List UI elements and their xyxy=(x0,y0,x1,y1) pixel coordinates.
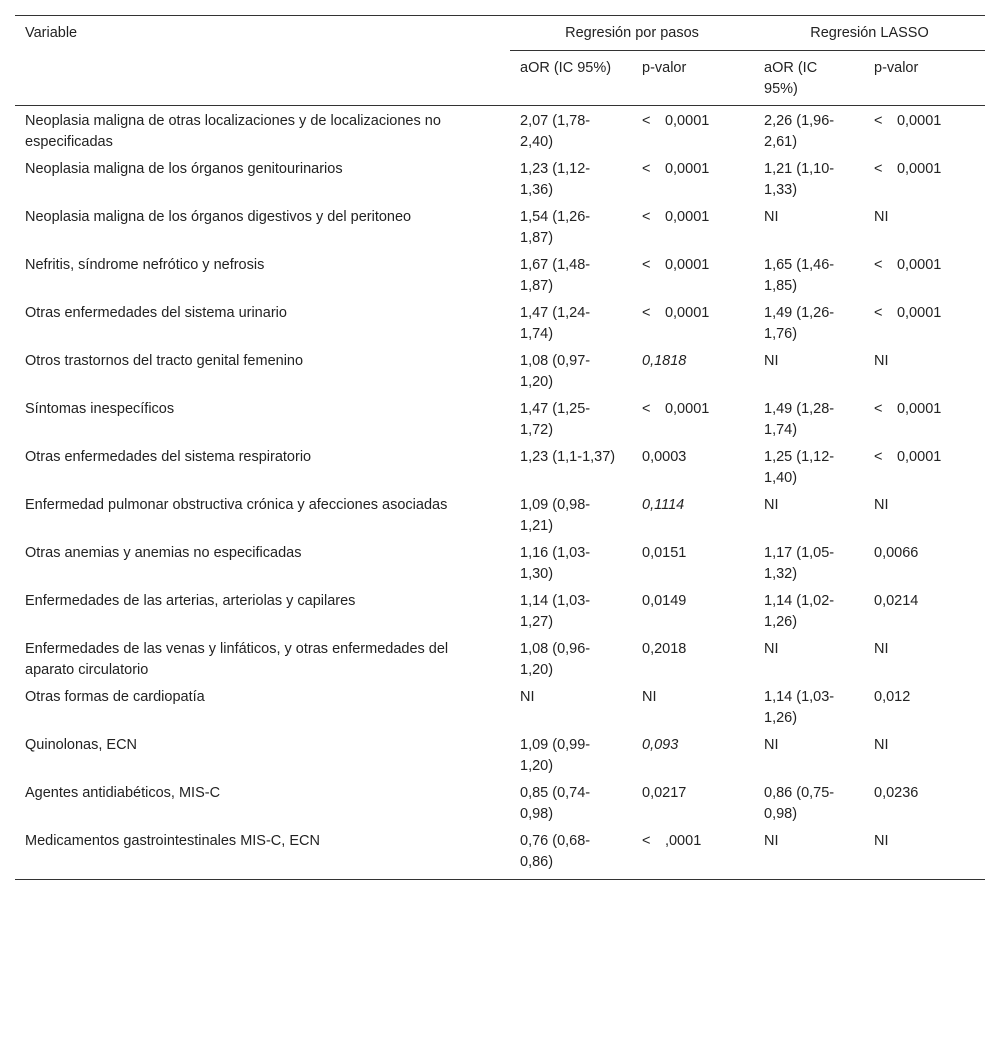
table-row xyxy=(15,682,985,730)
cell-variable: Otras formas de cardiopatía xyxy=(25,689,205,705)
cell-aor-lasso: NI xyxy=(764,353,779,369)
cell-pvalue-lasso: < 0,0001 xyxy=(874,113,942,129)
cell-variable: Neoplasia maligna de los órganos digestivos y del peritoneo xyxy=(25,209,412,225)
cell-aor-lasso: 1,25 (1,12-1,40) xyxy=(764,449,835,486)
cell-aor-lasso: 0,86 (0,75-0,98) xyxy=(764,785,835,822)
cell-pvalue-lasso: NI xyxy=(864,826,985,880)
cell-pvalue-stepwise: 0,1818 xyxy=(642,353,687,369)
table-row xyxy=(15,202,985,250)
cell-pvalue-lasso: 0,0066 xyxy=(874,545,919,561)
cell-pvalue-lasso: NI xyxy=(874,353,889,369)
cell-pvalue-stepwise: 0,2018 xyxy=(642,641,687,657)
header-pvalue-lasso: p-valor xyxy=(864,51,985,106)
cell-pvalue-stepwise: 0,093 xyxy=(642,737,679,753)
cell-pvalue-stepwise: < 0,0001 xyxy=(642,305,710,321)
cell-pvalue-stepwise: < 0,0001 xyxy=(642,113,710,129)
cell-variable: Quinolonas, ECN xyxy=(25,737,138,753)
table-row xyxy=(15,538,985,586)
cell-variable: Otros trastornos del tracto genital femenino xyxy=(25,353,304,369)
table-row xyxy=(15,490,985,538)
cell-pvalue-stepwise: 0,0217 xyxy=(642,785,687,801)
cell-aor-lasso: NI xyxy=(764,737,779,753)
cell-variable: Otras enfermedades del sistema urinario xyxy=(25,305,287,321)
cell-variable: Medicamentos gastrointestinales MIS-C, ECN xyxy=(15,826,510,880)
table-row xyxy=(15,634,985,682)
cell-aor-stepwise: 0,85 (0,74-0,98) xyxy=(520,785,591,822)
table-row xyxy=(15,778,985,826)
table-row xyxy=(15,106,985,155)
cell-variable: Enfermedades de las venas y linfáticos, y otras enfermedades del aparato circulatorio xyxy=(25,641,449,678)
table-row xyxy=(15,442,985,490)
cell-pvalue-lasso: < 0,0001 xyxy=(874,257,942,273)
cell-pvalue-lasso: NI xyxy=(874,209,889,225)
cell-pvalue-stepwise: NI xyxy=(642,689,657,705)
cell-pvalue-stepwise: 0,0151 xyxy=(642,545,687,561)
cell-pvalue-lasso: 0,012 xyxy=(874,689,911,705)
cell-pvalue-stepwise: < 0,0001 xyxy=(642,161,710,177)
cell-aor-lasso: NI xyxy=(764,497,779,513)
table-row xyxy=(15,298,985,346)
cell-aor-stepwise: 1,67 (1,48-1,87) xyxy=(520,257,591,294)
cell-pvalue-lasso: < 0,0001 xyxy=(874,161,942,177)
table-body xyxy=(15,106,985,880)
cell-pvalue-lasso: < 0,0001 xyxy=(874,305,942,321)
cell-aor-lasso: 1,49 (1,28-1,74) xyxy=(764,401,835,438)
cell-pvalue-stepwise: 0,0149 xyxy=(642,593,687,609)
table-row xyxy=(15,586,985,634)
table-row xyxy=(15,346,985,394)
cell-variable: Nefritis, síndrome nefrótico y nefrosis xyxy=(25,257,265,273)
cell-aor-lasso: 1,14 (1,02-1,26) xyxy=(764,593,835,630)
cell-aor-lasso: 1,49 (1,26-1,76) xyxy=(764,305,835,342)
cell-aor-stepwise: 1,08 (0,96-1,20) xyxy=(520,641,591,678)
cell-aor-stepwise: 1,14 (1,03-1,27) xyxy=(520,593,591,630)
cell-aor-stepwise: 1,09 (0,98-1,21) xyxy=(520,497,591,534)
cell-aor-stepwise: 1,23 (1,1-1,37) xyxy=(520,449,616,465)
cell-aor-stepwise: 2,07 (1,78-2,40) xyxy=(520,113,591,150)
header-group-lasso-label: Regresión LASSO xyxy=(754,23,985,51)
cell-aor-stepwise: 1,08 (0,97-1,20) xyxy=(520,353,591,390)
cell-variable: Otras anemias y anemias no especificadas xyxy=(25,545,302,561)
cell-aor-stepwise: 0,76 (0,68-0,86) xyxy=(510,826,632,880)
cell-pvalue-stepwise: < 0,0001 xyxy=(642,209,710,225)
header-pvalue-stepwise: p-valor xyxy=(632,51,754,106)
cell-pvalue-stepwise: < 0,0001 xyxy=(642,257,710,273)
results-table xyxy=(15,15,985,880)
cell-aor-stepwise: 1,47 (1,25-1,72) xyxy=(520,401,591,438)
cell-pvalue-lasso: 0,0236 xyxy=(874,785,919,801)
table-row xyxy=(15,154,985,202)
cell-variable: Agentes antidiabéticos, MIS-C xyxy=(25,785,221,801)
cell-aor-lasso: 1,65 (1,46-1,85) xyxy=(764,257,835,294)
table-row xyxy=(15,250,985,298)
table-row xyxy=(15,394,985,442)
cell-variable: Enfermedad pulmonar obstructiva crónica y afecciones asociadas xyxy=(25,497,448,513)
cell-aor-stepwise: NI xyxy=(520,689,535,705)
cell-variable: Otras enfermedades del sistema respiratorio xyxy=(25,449,312,465)
header-aor-stepwise: aOR (IC 95%) xyxy=(510,51,632,106)
cell-aor-lasso: 2,26 (1,96-2,61) xyxy=(764,113,835,150)
cell-aor-stepwise: 1,23 (1,12-1,36) xyxy=(520,161,591,198)
cell-variable: Síntomas inespecíficos xyxy=(25,401,175,417)
cell-aor-lasso: 1,14 (1,03-1,26) xyxy=(764,689,835,726)
cell-pvalue-stepwise: < ,0001 xyxy=(632,826,754,880)
table-row xyxy=(15,826,985,880)
cell-pvalue-lasso: NI xyxy=(874,497,889,513)
cell-aor-stepwise: 1,54 (1,26-1,87) xyxy=(520,209,591,246)
cell-pvalue-lasso: NI xyxy=(874,737,889,753)
cell-pvalue-lasso: < 0,0001 xyxy=(874,449,942,465)
cell-aor-lasso: 1,17 (1,05-1,32) xyxy=(764,545,835,582)
cell-aor-lasso: 1,21 (1,10-1,33) xyxy=(764,161,835,198)
cell-aor-stepwise: 1,47 (1,24-1,74) xyxy=(520,305,591,342)
header-group-lasso xyxy=(754,16,985,52)
cell-variable: Neoplasia maligna de otras localizaciones y de localizaciones no especificadas xyxy=(25,113,441,150)
header-group-stepwise xyxy=(510,16,754,52)
cell-pvalue-lasso: < 0,0001 xyxy=(874,401,942,417)
cell-pvalue-stepwise: < 0,0001 xyxy=(642,401,710,417)
table-row xyxy=(15,730,985,778)
header-group-stepwise-label: Regresión por pasos xyxy=(510,23,754,51)
cell-pvalue-stepwise: 0,0003 xyxy=(642,449,687,465)
header-aor-lasso: aOR (IC 95%) xyxy=(754,51,864,106)
cell-aor-lasso: NI xyxy=(764,209,779,225)
cell-aor-lasso: NI xyxy=(754,826,864,880)
cell-variable: Neoplasia maligna de los órganos genitourinarios xyxy=(25,161,343,177)
cell-aor-stepwise: 1,09 (0,99-1,20) xyxy=(520,737,591,774)
cell-variable: Enfermedades de las arterias, arteriolas y capilares xyxy=(25,593,356,609)
cell-pvalue-lasso: NI xyxy=(874,641,889,657)
table-header xyxy=(15,16,985,106)
header-variable: Variable xyxy=(15,16,510,106)
cell-pvalue-stepwise: 0,1114 xyxy=(642,497,685,513)
cell-aor-stepwise: 1,16 (1,03-1,30) xyxy=(520,545,591,582)
cell-pvalue-lasso: 0,0214 xyxy=(874,593,919,609)
cell-aor-lasso: NI xyxy=(764,641,779,657)
